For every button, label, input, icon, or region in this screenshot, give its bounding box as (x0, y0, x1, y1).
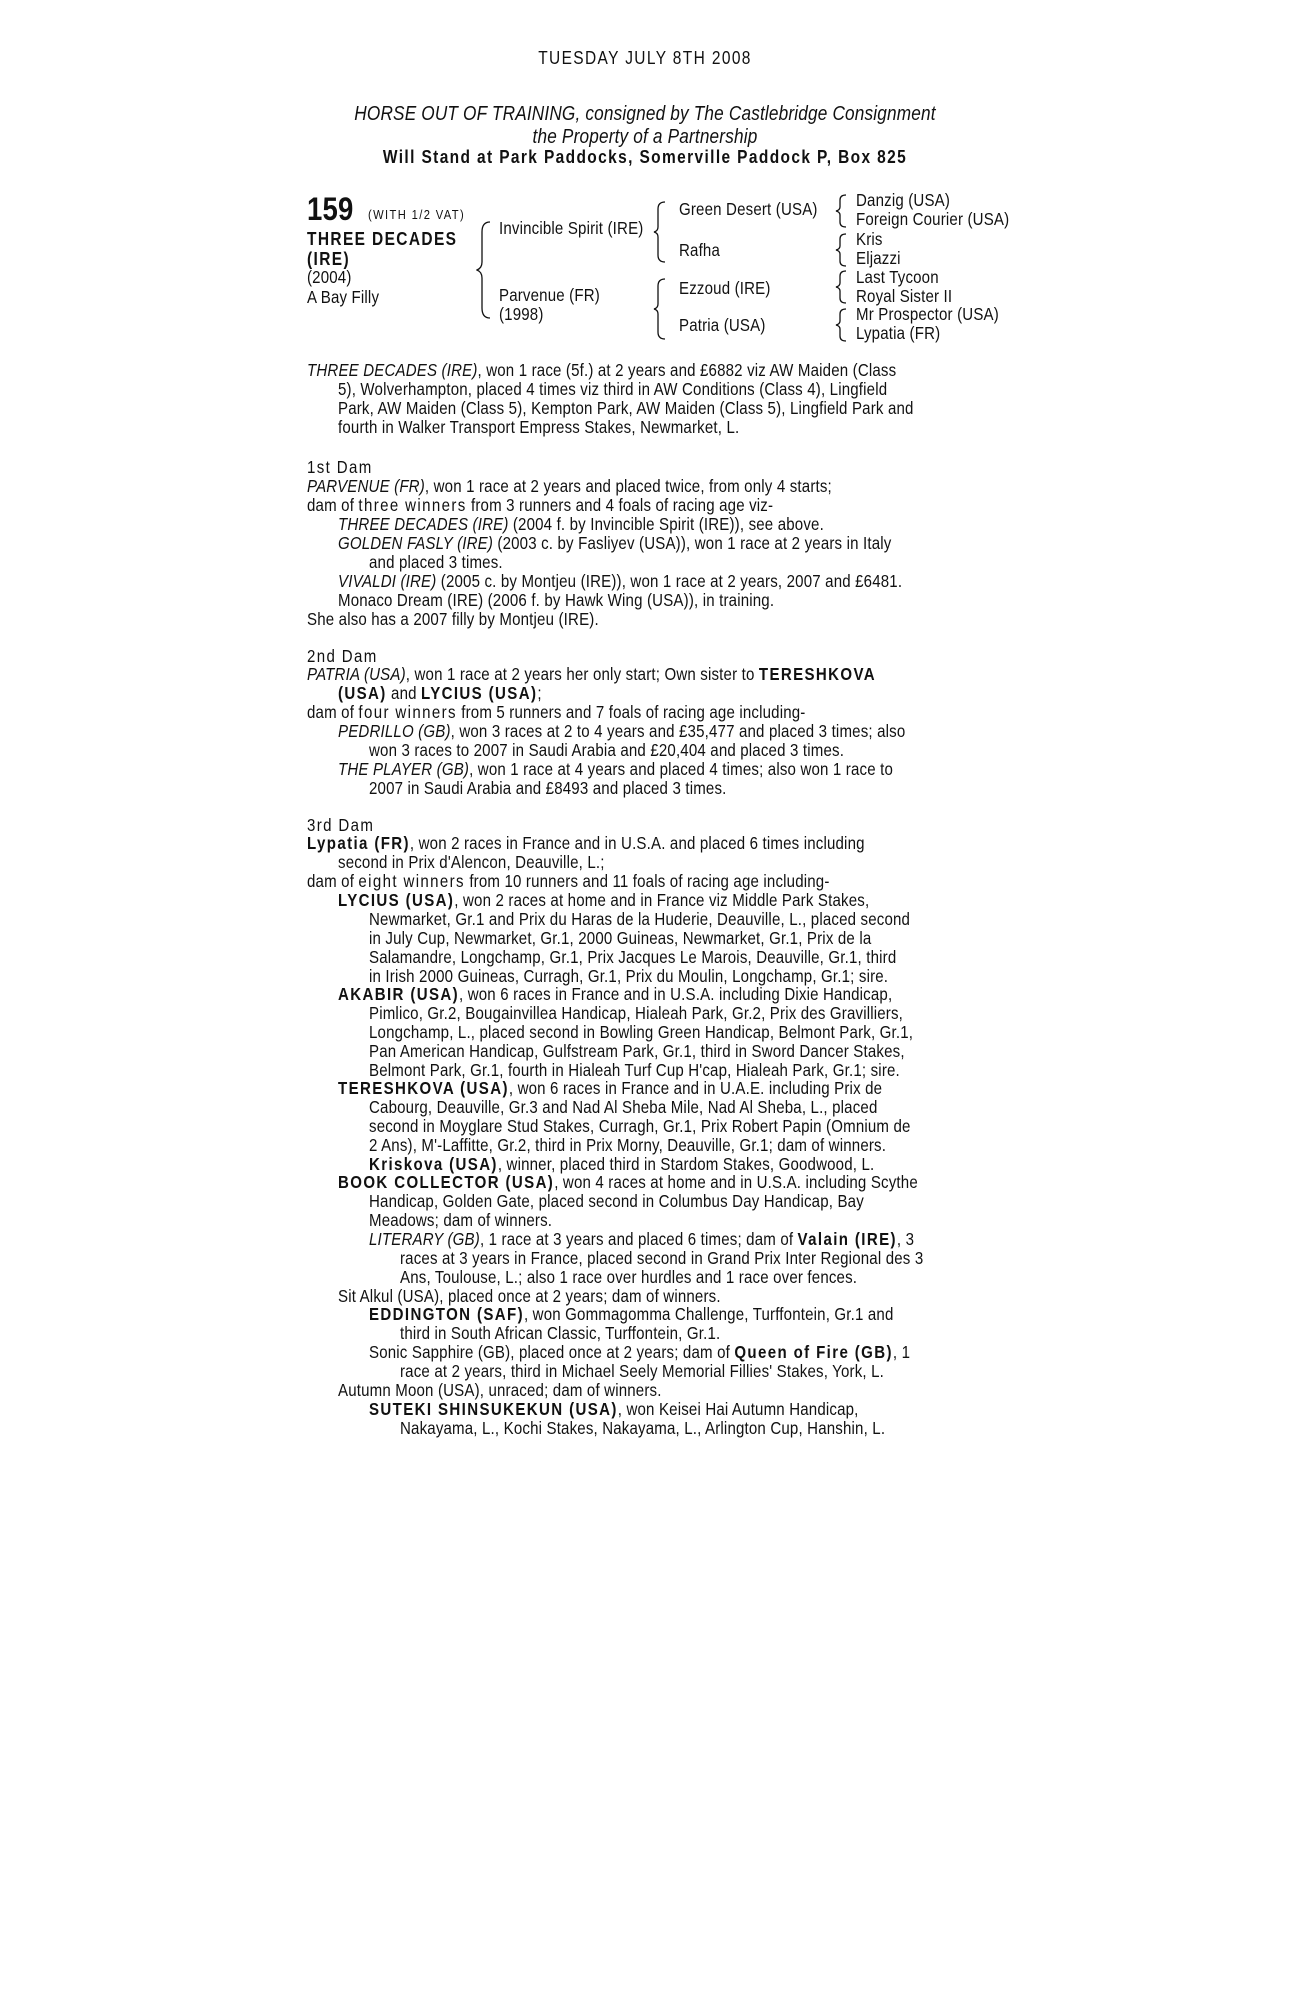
produce-name: EDDINGTON (SAF) (369, 1304, 524, 1324)
produce-line (338, 1173, 918, 1192)
produce-line (338, 760, 893, 779)
produce-line: Nakayama, L., Kochi Stakes, Nakayama, L., Arlington Cup, Hanshin, L. (400, 1418, 886, 1438)
produce-line: Pan American Handicap, Gulfstream Park, Gr.1, third in Sword Dancer Stakes, (369, 1041, 905, 1061)
sale-date: TUESDAY JULY 8TH 2008 (538, 48, 752, 68)
produce-line: Meadows; dam of winners. (369, 1210, 553, 1230)
pedigree-brace-main (476, 220, 496, 320)
produce-text: Sonic Sapphire (GB), placed once at 2 years; dam of (369, 1342, 735, 1362)
pedigree-g3: Kris (856, 229, 883, 249)
winners-count: three winners (358, 495, 467, 515)
produce-line (338, 891, 869, 910)
third-dam-line (307, 872, 830, 891)
pedigree-brace-g2 (835, 232, 849, 268)
second-dam-line (338, 684, 542, 703)
produce-line: Newmarket, Gr.1 and Prix du Haras de la Huderie, Deauville, L., placed second (369, 909, 911, 929)
produce-name: Valain (IRE) (797, 1229, 897, 1249)
produce-line (338, 722, 905, 741)
brother-name: LYCIUS (USA) (421, 683, 538, 703)
pedigree-g4: Eljazzi (856, 248, 901, 268)
produce-text: , won 6 races in France and in U.A.E. including Prix de (508, 1078, 883, 1098)
pedigree-g7: Mr Prospector (USA) (856, 304, 999, 324)
produce-line: She also has a 2007 filly by Montjeu (IRE). (307, 609, 599, 629)
produce-name: LYCIUS (USA) (338, 890, 455, 910)
produce-line: and placed 3 times. (369, 552, 503, 572)
pedigree-sire-dam: Rafha (679, 240, 721, 260)
pedigree-dam-dam: Patria (USA) (679, 315, 766, 335)
produce-text: (2005 c. by Montjeu (IRE)), won 1 race at 2 years, 2007 and £6481. (436, 571, 903, 591)
produce-name: AKABIR (USA) (338, 984, 460, 1004)
third-dam-line (307, 834, 865, 853)
produce-text: , won Keisei Hai Autumn Handicap, (617, 1399, 859, 1419)
first-dam-heading: 1st Dam (307, 457, 373, 477)
horse-country: (IRE) (307, 249, 350, 269)
text-run: dam of (307, 871, 359, 891)
pedigree-brace-g3 (835, 269, 849, 305)
produce-text: , winner, placed third in Stardom Stakes, Goodwood, L. (497, 1154, 875, 1174)
produce-name: THE PLAYER (GB) (338, 759, 470, 779)
produce-text: , won 2 races at home and in France viz Middle Park Stakes, (454, 890, 870, 910)
dam-name: PARVENUE (FR) (307, 476, 425, 496)
produce-line: Pimlico, Gr.2, Bougainvillea Handicap, Hialeah Park, Gr.2, Prix des Gravilliers, (369, 1003, 904, 1023)
winners-count: four winners (358, 702, 457, 722)
pedigree-g8: Lypatia (FR) (856, 323, 941, 343)
produce-line: 2 Ans), M'-Laffitte, Gr.2, third in Prix Morny, Deauville, Gr.1; dam of winners. (369, 1135, 887, 1155)
text-run: from 10 runners and 11 foals of racing age including- (464, 871, 830, 891)
produce-text: , won 6 races in France and in U.S.A. including Dixie Handicap, (459, 984, 893, 1004)
produce-name: GOLDEN FASLY (IRE) (338, 533, 494, 553)
produce-text: , won 1 race at 4 years and placed 4 times; also won 1 race to (469, 759, 894, 779)
dam-name: Lypatia (FR) (307, 833, 410, 853)
text-run: dam of (307, 495, 359, 515)
horse-name: THREE DECADES (307, 229, 458, 249)
produce-line (338, 1079, 882, 1098)
second-dam-line (307, 665, 876, 684)
produce-line: Cabourg, Deauville, Gr.3 and Nad Al Sheba Mile, Nad Al Sheba, L., placed (369, 1097, 878, 1117)
produce-line: Handicap, Golden Gate, placed second in Columbus Day Handicap, Bay (369, 1191, 864, 1211)
text-run: from 5 runners and 7 foals of racing age including- (456, 702, 806, 722)
produce-text: (2004 f. by Invincible Spirit (IRE)), see above. (508, 514, 824, 534)
produce-text: , won 4 races at home and in U.S.A. including Scythe (554, 1172, 918, 1192)
foaling-year: (2004) (307, 267, 352, 287)
produce-name: SUTEKI SHINSUKEKUN (USA) (369, 1399, 618, 1419)
lot-number: 159 (307, 191, 354, 227)
record-line: Park, AW Maiden (Class 5), Kempton Park, AW Maiden (Class 5), Lingfield Park and (338, 398, 914, 418)
produce-line (338, 985, 892, 1004)
produce-line: won 3 races to 2007 in Saudi Arabia and £20,404 and placed 3 times. (369, 740, 845, 760)
record-line: 5), Wolverhampton, placed 4 times viz third in AW Conditions (Class 4), Lingfield (338, 379, 888, 399)
produce-line: race at 2 years, third in Michael Seely Memorial Fillies' Stakes, York, L. (400, 1361, 885, 1381)
produce-text: , 3 (896, 1229, 915, 1249)
produce-name: VIVALDI (IRE) (338, 571, 437, 591)
text-run: ; (537, 683, 542, 703)
property-line: the Property of a Partnership (532, 126, 758, 148)
produce-text: , 1 race at 3 years and placed 6 times; dam of (479, 1229, 798, 1249)
text-run: dam of (307, 702, 359, 722)
produce-name: Queen of Fire (GB) (734, 1342, 893, 1362)
produce-line (369, 1305, 894, 1324)
pedigree-dam: Parvenue (FR) (499, 285, 600, 305)
first-dam-line (307, 496, 773, 515)
pedigree-sire: Invincible Spirit (IRE) (499, 218, 644, 238)
text-run: from 3 runners and 4 foals of racing age viz- (466, 495, 774, 515)
produce-line (338, 534, 891, 553)
dam-text: , won 1 race at 2 years her only start; Own sister to (405, 664, 759, 684)
pedigree-g1: Danzig (USA) (856, 190, 951, 210)
produce-text: , won Gommagomma Challenge, Turffontein, Gr.1 and (523, 1304, 894, 1324)
produce-line: Longchamp, L., placed second in Bowling Green Handicap, Belmont Park, Gr.1, (369, 1022, 914, 1042)
pedigree-g2: Foreign Courier (USA) (856, 209, 1010, 229)
produce-name: THREE DECADES (IRE) (338, 514, 509, 534)
pedigree-brace-g1 (835, 193, 849, 229)
pedigree-g6: Royal Sister II (856, 286, 953, 306)
produce-line: Ans, Toulouse, L.; also 1 race over hurdles and 1 race over fences. (400, 1267, 858, 1287)
produce-line: Monaco Dream (IRE) (2006 f. by Hawk Wing (USA)), in training. (338, 590, 775, 610)
second-dam-line (307, 703, 806, 722)
dam-text: , won 2 races in France and in U.S.A. and placed 6 times including (409, 833, 865, 853)
record-line (307, 361, 896, 380)
pedigree-brace-g4 (835, 307, 849, 343)
produce-line: 2007 in Saudi Arabia and £8493 and placed 3 times. (369, 778, 727, 798)
produce-name: LITERARY (GB) (369, 1229, 480, 1249)
third-dam-line: second in Prix d'Alencon, Deauville, L.; (338, 852, 605, 872)
second-dam-heading: 2nd Dam (307, 646, 378, 666)
produce-line: Belmont Park, Gr.1, fourth in Hialeah Turf Cup H'cap, Hialeah Park, Gr.1; sire. (369, 1060, 900, 1080)
produce-line (369, 1230, 914, 1249)
pedigree-dam-sire: Ezzoud (IRE) (679, 278, 771, 298)
vat-note: (WITH 1/2 VAT) (368, 207, 466, 222)
produce-line: in Irish 2000 Guineas, Curragh, Gr.1, Prix du Moulin, Longchamp, Gr.1; sire. (369, 966, 889, 986)
produce-line: Salamandre, Longchamp, Gr.1, Prix Jacques Le Marois, Deauville, Gr.1, third (369, 947, 897, 967)
pedigree-brace-sire (653, 200, 669, 264)
produce-line: races at 3 years in France, placed second in Grand Prix Inter Regional des 3 (400, 1248, 924, 1268)
produce-name: PEDRILLO (GB) (338, 721, 451, 741)
sister-name: TERESHKOVA (758, 664, 877, 684)
horse-name-ref: THREE DECADES (IRE) (307, 360, 478, 380)
record-text: , won 1 race (5f.) at 2 years and £6882 viz AW Maiden (Class (477, 360, 897, 380)
produce-line (369, 1343, 910, 1362)
dam-name: PATRIA (USA) (307, 664, 406, 684)
record-line: fourth in Walker Transport Empress Stakes, Newmarket, L. (338, 417, 740, 437)
produce-line (338, 572, 902, 591)
produce-name: BOOK COLLECTOR (USA) (338, 1172, 555, 1192)
produce-line (338, 515, 824, 534)
winners-count: eight winners (358, 871, 465, 891)
pedigree-brace-dam (653, 277, 669, 341)
horse-description: A Bay Filly (307, 287, 380, 307)
produce-line: Sit Alkul (USA), placed once at 2 years; dam of winners. (338, 1286, 721, 1306)
consignment-line: HORSE OUT OF TRAINING, consigned by The Castlebridge Consignment (354, 103, 936, 125)
sister-country: (USA) (338, 683, 387, 703)
produce-text: (2003 c. by Fasliyev (USA)), won 1 race at 2 years in Italy (493, 533, 892, 553)
produce-line: Autumn Moon (USA), unraced; dam of winners. (338, 1380, 662, 1400)
text-run: and (386, 683, 422, 703)
third-dam-heading: 3rd Dam (307, 815, 375, 835)
pedigree-sire-sire: Green Desert (USA) (679, 199, 818, 219)
produce-line (369, 1400, 859, 1419)
produce-line: in July Cup, Newmarket, Gr.1, 2000 Guineas, Newmarket, Gr.1, Prix de la (369, 928, 872, 948)
produce-name: TERESHKOVA (USA) (338, 1078, 509, 1098)
produce-line: third in South African Classic, Turffontein, Gr.1. (400, 1323, 721, 1343)
produce-text: , won 3 races at 2 to 4 years and £35,477 and placed 3 times; also (450, 721, 906, 741)
first-dam-line (307, 477, 832, 496)
produce-name: Kriskova (USA) (369, 1154, 498, 1174)
location-line: Will Stand at Park Paddocks, Somerville Paddock P, Box 825 (382, 147, 908, 167)
produce-text: , 1 (892, 1342, 911, 1362)
pedigree-dam-year: (1998) (499, 304, 544, 324)
pedigree-g5: Last Tycoon (856, 267, 939, 287)
produce-line: second in Moyglare Stud Stakes, Curragh, Gr.1, Prix Robert Papin (Omnium de (369, 1116, 911, 1136)
dam-text: , won 1 race at 2 years and placed twice, from only 4 starts; (424, 476, 832, 496)
